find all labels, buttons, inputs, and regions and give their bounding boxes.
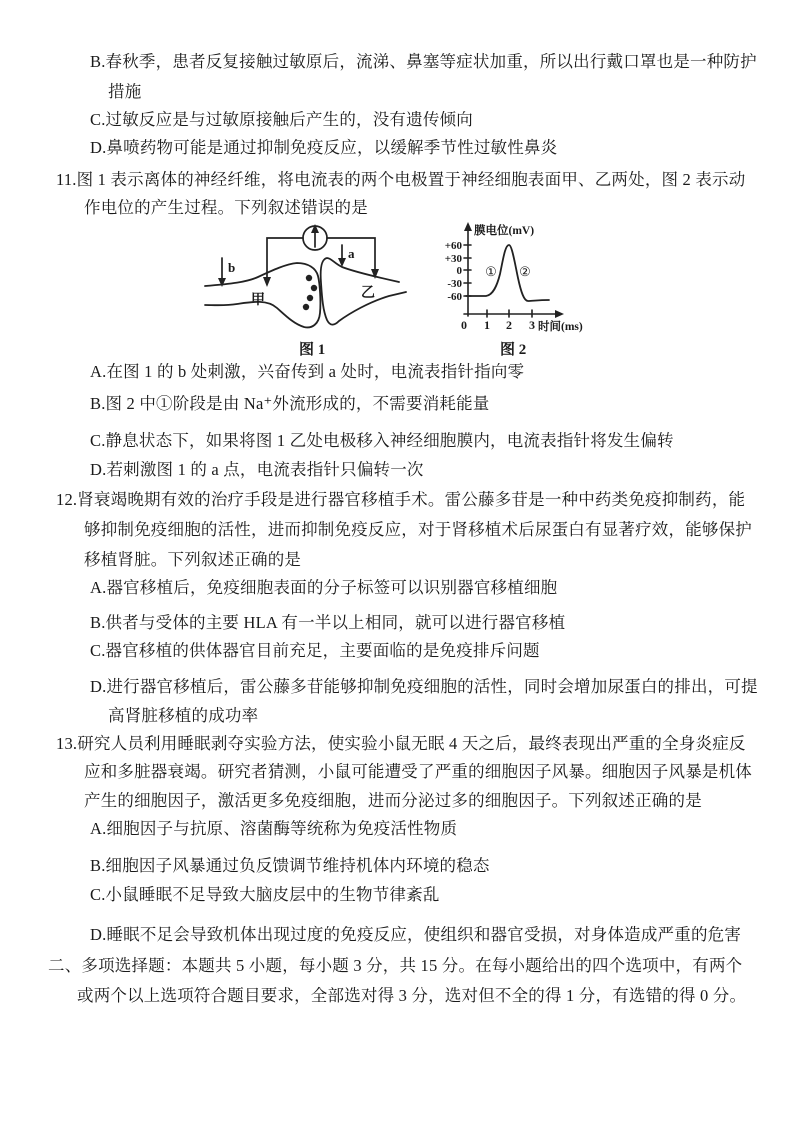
section-2-instructions-line2: 或两个以上选项符合题目要求，全部选对得 3 分，选对但不全的得 1 分，有选错的得 0 分。 bbox=[77, 986, 747, 1005]
galvanometer-needle-tip bbox=[311, 224, 319, 233]
y-tick-labels bbox=[445, 240, 463, 303]
q12-option-b: B.供者与受体的主要 HLA 有一半以上相同，就可以进行器官移植 bbox=[90, 613, 566, 632]
svg-text:1: 1 bbox=[484, 318, 490, 332]
figure-2-action-potential-graph bbox=[438, 220, 593, 365]
figure-2-caption: 图 2 bbox=[500, 342, 527, 358]
q13-stem-line3: 产生的细胞因子，激活更多免疫细胞，进而分泌过多的细胞因子。下列叙述正确的是 bbox=[84, 791, 702, 810]
q12-option-d-line1: D.进行器官移植后，雷公藤多苷能够抑制免疫细胞的活性，同时会增加尿蛋白的排出，可提 bbox=[90, 677, 758, 696]
svg-text:2: 2 bbox=[506, 318, 512, 332]
q13-option-d: D.睡眠不足会导致机体出现过度的免疫反应，使组织和器官受损，对身体造成严重的危害 bbox=[90, 925, 742, 944]
label-jia: 甲 bbox=[251, 293, 265, 308]
arrowheads bbox=[218, 224, 379, 287]
svg-text:-60: -60 bbox=[447, 291, 462, 303]
arrow-b-tip bbox=[218, 278, 226, 287]
label-yi: 乙 bbox=[361, 286, 375, 301]
q13-option-a: A.细胞因子与抗原、溶菌酶等统称为免疫活性物质 bbox=[90, 819, 458, 838]
phase-2-label: ② bbox=[519, 264, 531, 279]
q13-stem-line2: 应和多脏器衰竭。研究者猜测，小鼠可能遭受了严重的细胞因子风暴。细胞因子风暴是机体 bbox=[84, 762, 752, 781]
q10-option-b-line1: B.春秋季，患者反复接触过敏原后，流涕、鼻塞等症状加重，所以出行戴口罩也是一种防护 bbox=[90, 52, 757, 71]
q13-option-b: B.细胞因子风暴通过负反馈调节维持机体内环境的稳态 bbox=[90, 856, 490, 875]
figure-1-synapse-diagram bbox=[203, 220, 413, 365]
electrode-left-tip bbox=[263, 277, 271, 287]
q12-option-c: C.器官移植的供体器官目前充足，主要面临的是免疫排斥问题 bbox=[90, 641, 540, 660]
section-2-instructions-line1: 二、多项选择题：本题共 5 小题，每小题 3 分，共 15 分。在每小题给出的四个选项中，有两个 bbox=[48, 956, 743, 975]
y-axis-arrow bbox=[464, 222, 472, 231]
x-axis-label: 时间(ms) bbox=[538, 321, 583, 333]
svg-text:-30: -30 bbox=[447, 278, 462, 290]
svg-text:0: 0 bbox=[461, 318, 467, 332]
label-b: b bbox=[228, 260, 236, 275]
q12-stem-line3: 移植肾脏。下列叙述正确的是 bbox=[84, 550, 302, 569]
q12-stem-line1: 12.肾衰竭晚期有效的治疗手段是进行器官移植手术。雷公藤多苷是一种中药类免疫抑制药，能 bbox=[56, 490, 746, 509]
y-axis-label: 膜电位(mV) bbox=[474, 225, 535, 237]
x-axis-arrow bbox=[555, 310, 564, 318]
q12-stem-line2: 够抑制免疫细胞的活性，进而抑制免疫反应，对于肾移植术后尿蛋白有显著疗效，能够保护 bbox=[84, 520, 752, 539]
x-tick-labels bbox=[461, 318, 535, 332]
electrode-wire-left bbox=[267, 238, 303, 278]
action-potential-curve bbox=[466, 245, 549, 301]
q10-option-d: D.鼻喷药物可能是通过抑制免疫反应，以缓解季节性过敏性鼻炎 bbox=[90, 138, 558, 157]
svg-text:3: 3 bbox=[529, 318, 535, 332]
svg-text:+30: +30 bbox=[444, 253, 462, 265]
figure-1-caption: 图 1 bbox=[299, 342, 326, 358]
q11-stem-line2: 作电位的产生过程。下列叙述错误的是 bbox=[84, 198, 368, 217]
q12-option-d-line2: 高肾脏移植的成功率 bbox=[108, 706, 259, 725]
svg-text:0: 0 bbox=[456, 265, 462, 277]
phase-1-label: ① bbox=[485, 264, 497, 279]
synaptic-vesicles bbox=[303, 275, 317, 310]
q11-option-a: A.在图 1 的 b 处刺激，兴奋传到 a 处时，电流表指针指向零 bbox=[90, 362, 525, 381]
q11-stem-line1: 11.图 1 表示离体的神经纤维，将电流表的两个电极置于神经细胞表面甲、乙两处，图 2 表示动 bbox=[56, 170, 746, 189]
q11-option-b: B.图 2 中①阶段是由 Na⁺外流形成的，不需要消耗能量 bbox=[90, 394, 490, 413]
q11-option-d: D.若刺激图 1 的 a 点，电流表指针只偏转一次 bbox=[90, 460, 424, 479]
q10-option-c: C.过敏反应是与过敏原接触后产生的，没有遗传倾向 bbox=[90, 110, 473, 129]
label-a: a bbox=[348, 246, 355, 261]
q10-option-b-line2: 措施 bbox=[108, 82, 142, 101]
q11-option-c: C.静息状态下，如果将图 1 乙处电极移入神经细胞膜内，电流表指针将发生偏转 bbox=[90, 431, 674, 450]
q12-option-a: A.器官移植后，免疫细胞表面的分子标签可以识别器官移植细胞 bbox=[90, 578, 558, 597]
q13-option-c: C.小鼠睡眠不足导致大脑皮层中的生物节律紊乱 bbox=[90, 885, 440, 904]
svg-text:+60: +60 bbox=[444, 240, 462, 252]
q13-stem-line1: 13.研究人员利用睡眠剥夺实验方法，使实验小鼠无眠 4 天之后，最终表现出严重的全身炎症反 bbox=[56, 734, 746, 753]
